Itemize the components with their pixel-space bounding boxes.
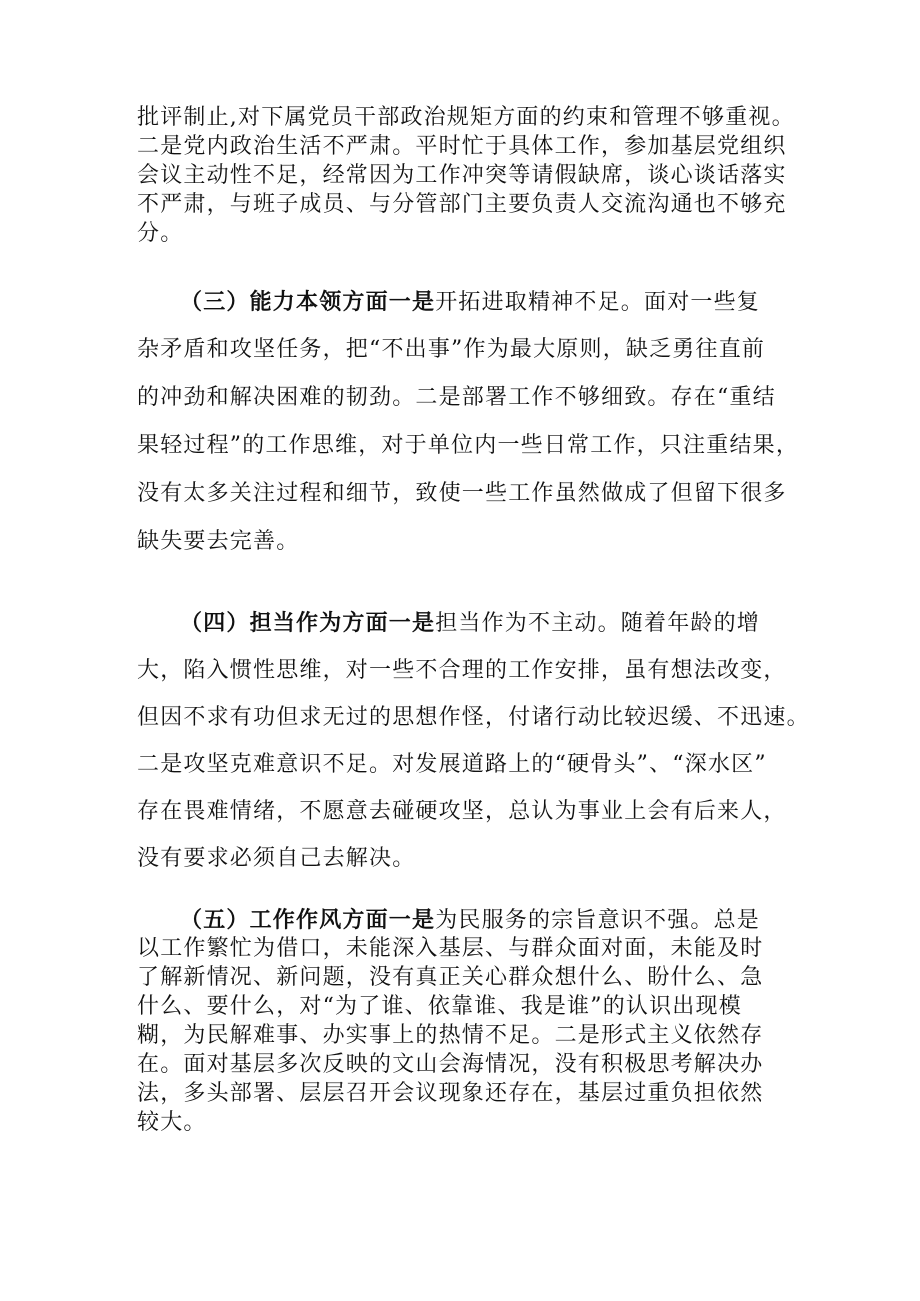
heading-continuation: 为民服务的宗旨意识不强。总是 xyxy=(435,908,761,933)
heading-continuation: 开拓进取精神不足。面对一些复 xyxy=(435,290,761,315)
text-line: 没有太多关注过程和细节，致使一些工作虽然做成了但留下很多 xyxy=(137,481,787,506)
text-line: 二是党内政治生活不严肃。平时忙于具体工作，参加基层党组织 xyxy=(137,134,787,159)
text-line: 的冲劲和解决困难的韧劲。二是部署工作不够细致。存在“重结 xyxy=(137,385,776,410)
text-line: 什么、要什么，对“为了谁、依靠谁、我是谁”的认识出现模 xyxy=(137,994,742,1019)
section-heading: （五）工作作风方面一是 xyxy=(180,907,436,933)
text-line: 缺失要去完善。 xyxy=(137,529,300,554)
section-heading: （三）能力本领方面一是 xyxy=(180,289,436,315)
text-line: 较大。 xyxy=(137,1110,207,1135)
heading-continuation: 担当作为不主动。随着年龄的增 xyxy=(435,611,761,636)
text-line: 在。面对基层多次反映的文山会海情况，没有积极思考解决办 xyxy=(137,1052,764,1077)
section-heading: （四）担当作为方面一是 xyxy=(180,610,436,636)
text-line: 了解新情况、新问题，没有真正关心群众想什么、盼什么、急 xyxy=(137,965,764,990)
text-line: 批评制止,对下属党员干部政治规矩方面的约束和管理不够重视。 xyxy=(137,105,795,130)
text-line xyxy=(180,287,760,318)
text-line xyxy=(180,608,760,639)
text-line: 没有要求必须自己去解决。 xyxy=(137,846,416,871)
text-line: 分。 xyxy=(137,221,184,246)
text-line: 果轻过程”的工作思维，对于单位内一些日常工作，只注重结果， xyxy=(137,433,800,458)
text-line: 会议主动性不足，经常因为工作冲突等请假缺席，谈心谈话落实 xyxy=(137,163,787,188)
text-line: 杂矛盾和攻坚任务，把“不出事”作为最大原则，缺乏勇往直前 xyxy=(137,337,766,362)
text-line: 糊，为民解难事、办实事上的热情不足。二是形式主义依然存 xyxy=(137,1023,764,1048)
text-line: 大，陷入惯性思维，对一些不合理的工作安排，虽有想法改变， xyxy=(137,658,787,683)
text-line: 以工作繁忙为借口，未能深入基层、与群众面对面，未能及时 xyxy=(137,936,764,961)
text-line: 法，多头部署、层层召开会议现象还存在，基层过重负担依然 xyxy=(137,1081,764,1106)
text-line xyxy=(180,905,760,936)
text-line: 存在畏难情绪，不愿意去碰硬攻坚，总认为事业上会有后来人， xyxy=(137,799,787,824)
text-line: 二是攻坚克难意识不足。对发展道路上的“硬骨头”、“深水区” xyxy=(137,752,767,777)
text-line: 但因不求有功但求无过的思想作怪，付诸行动比较迟缓、不迅速。 xyxy=(137,705,810,730)
text-line: 不严肃，与班子成员、与分管部门主要负责人交流沟通也不够充 xyxy=(137,192,787,217)
